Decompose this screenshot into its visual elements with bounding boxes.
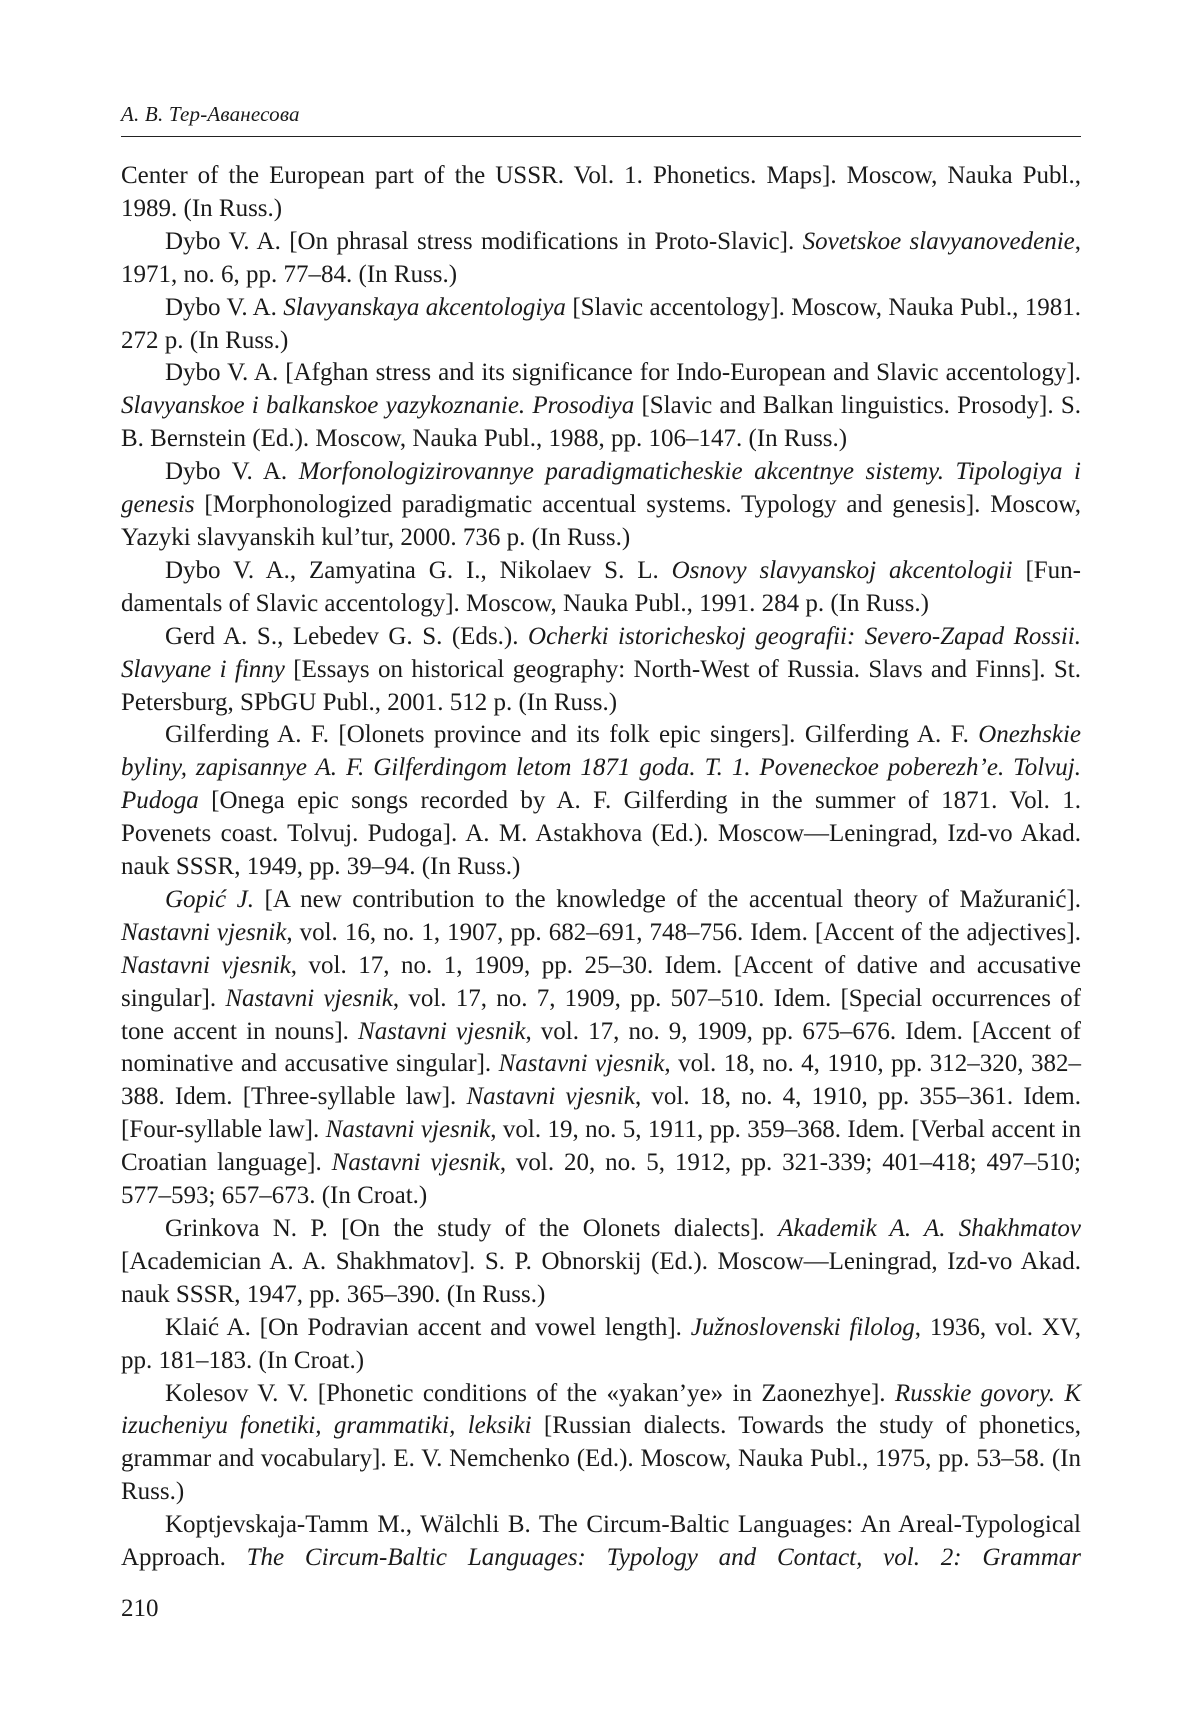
reference-title-italic: Nastavni vjesnik — [331, 1149, 500, 1177]
reference-text: Dybo V. A. — [165, 293, 284, 321]
page-number: 210 — [121, 1595, 159, 1622]
reference-text: Kolesov V. V. [Phonetic conditions of the «yakan’ye» in Zaonezhye]. — [165, 1379, 895, 1407]
reference-title-italic: Osnovy slavyanskoj akcentologii — [671, 556, 1013, 584]
reference-text: [Slavic and Balkan linguistics. Prosody]. S. B. Bernstein (Ed.). Moscow, Nauka Publ., 1988, pp. 106–147. (In Russ.) — [121, 392, 1081, 453]
reference-entry — [121, 1213, 1081, 1312]
reference-text: [Essays on historical geography: North-West of Russia. Slavs and Finns]. St. Petersburg, SPbGU Publ., 2001. 512 p. (In Russ.) — [121, 655, 1081, 716]
reference-title-italic: The Circum-Baltic Languages: Typology and Contact, vol. 2: Grammar — [246, 1544, 1081, 1572]
header-rule — [121, 136, 1081, 137]
reference-entry — [121, 292, 1081, 358]
reference-title-italic: Južnoslovenski filolog — [690, 1313, 915, 1341]
reference-text: Gilferding A. F. [Olonets province and its folk epic singers]. Gilferding A. F. — [165, 721, 979, 749]
reference-title-italic: Nastavni vjesnik — [358, 1017, 526, 1045]
reference-text: , vol. 17, no. 1, 1909, pp. 25–30. Idem. [Accent of dative and accusative singular]. — [121, 951, 1081, 1012]
reference-entry — [121, 1312, 1081, 1378]
reference-title-italic: Nastavni vjesnik — [121, 918, 287, 946]
reference-text: Dybo V. A., Zamyatina G. I., Nikolaev S. L. — [165, 556, 672, 584]
reference-title-italic: Nastavni vjesnik — [225, 984, 393, 1012]
reference-text: , vol. 18, no. 4, 1910, pp. 312–320, 382–388. Idem. [Three-syllable law]. — [121, 1050, 1081, 1111]
reference-text: [Academician A. A. Shakhmatov]. S. P. Obnorskij (Ed.). Moscow—Leningrad, Izd-vo Akad. nauk SSSR, 1947, pp. 365–390. (In Russ.) — [121, 1247, 1081, 1308]
reference-text: [Morphonologized paradigmatic accentual systems. Typology and genesis]. Moscow, Yazyki slavyanskih kul’tur, 2000. 736 p. (In Russ.) — [121, 491, 1081, 551]
reference-text: , 1971, no. 6, pp. 77–84. (In Russ.) — [121, 227, 1081, 288]
reference-title-italic: Nastavni vjesnik — [121, 951, 291, 979]
reference-entry — [121, 621, 1081, 720]
reference-entry — [121, 1509, 1081, 1575]
reference-entry — [121, 884, 1081, 1213]
reference-title-italic: Morfonologizirovannye paradigmaticheskie akcentnye sistemy. Tipologiya i genesis — [121, 458, 1081, 519]
reference-entry — [121, 1378, 1081, 1510]
reference-text: , vol. 16, no. 1, 1907, pp. 682–691, 748–756. Idem. [Accent of the adjectives]. — [286, 918, 1081, 946]
reference-text: Grinkova N. P. [On the study of the Olonets dialects]. — [165, 1215, 779, 1242]
reference-text: , vol. 17, no. 7, 1909, pp. 507–510. Idem. [Special occurrences of tone accent in nouns]. — [121, 984, 1081, 1045]
reference-text: , vol. 17, no. 9, 1909, pp. 675–676. Idem. [Accent of nominative and accusative singular]. — [121, 1017, 1081, 1078]
reference-text: , 1936, vol. XV, pp. 181–183. (In Croat.) — [121, 1313, 1081, 1374]
reference-text: [A new contribution to the knowledge of the accentual theory of Mažuranić]. — [254, 885, 1081, 913]
reference-title-italic: Ocherki istoricheskoj geografii: Severo-Zapad Rossii. Slavyane i finny — [121, 622, 1081, 683]
reference-text: Gerd A. S., Lebedev G. S. (Eds.). — [165, 622, 529, 650]
reference-title-italic: Slavyanskoe i balkanskoe yazykoznanie. Prosodiya — [121, 392, 635, 420]
reference-entry — [121, 357, 1081, 456]
reference-text: [Fundamentals of Slavic accentology]. Moscow, Nauka Publ., 1991. 284 p. (In Russ.) — [121, 556, 1081, 617]
reference-title-italic: Onezhskie byliny, zapisannye A. F. Gilferdingom letom 1871 goda. T. 1. Poveneckoe poberezh’e. Tolvuj. Pudoga — [121, 721, 1081, 815]
reference-entry — [121, 226, 1081, 292]
reference-entry — [121, 160, 1081, 226]
reference-text: , vol. 19, no. 5, 1911, pp. 359–368. Idem. [Verbal accent in Croatian language]. — [121, 1116, 1082, 1177]
reference-title-italic: Nastavni vjesnik — [325, 1116, 491, 1144]
reference-title-italic: Nastavni vjesnik — [466, 1083, 635, 1111]
reference-entry — [121, 555, 1081, 621]
reference-title-italic: Akademik A. A. Shakhmatov — [778, 1215, 1081, 1242]
reference-entry — [121, 719, 1081, 884]
reference-text: , vol. 20, no. 5, 1912, pp. 321-339; 401–418; 497–510; 577–593; 657–673. (In Croat.) — [121, 1149, 1081, 1210]
reference-title-italic: Russkie govory. K izucheniyu fonetiki, grammatiki, leksiki — [121, 1379, 1081, 1440]
reference-text: Center of the European part of the USSR. Vol. 1. Phonetics. Maps]. Moscow, Nauka Publ., 1989. (In Russ.) — [121, 162, 1081, 222]
reference-text: [Slavic accentology]. Moscow, Nauka Publ., 1981. 272 p. (In Russ.) — [121, 293, 1081, 354]
reference-text: [Onega epic songs recorded by A. F. Gilferding in the summer of 1871. Vol. 1. Povenets coast. Tolvuj. Pudoga]. A. M. Astakhova (Ed.). Moscow—Leningrad, Izd-vo Akad. nauk SSSR, 1949, pp. 39–94. (In Russ.) — [121, 787, 1081, 881]
running-header: А. В. Тер-Аванесова — [121, 102, 300, 126]
reference-title-italic: Gopić J. — [165, 885, 254, 913]
reference-list — [121, 160, 1081, 1575]
reference-text: Koptjevskaja-Tamm M., Wälchli B. The Circum-Baltic Languages: An Areal-Typological Approach. — [121, 1511, 1081, 1572]
reference-entry — [121, 456, 1081, 555]
reference-text: , vol. 18, no. 4, 1910, pp. 355–361. Idem. [Four-syllable law]. — [121, 1083, 1081, 1144]
reference-text: Dybo V. A. — [165, 458, 299, 486]
reference-title-italic: Sovetskoe slavyanovedenie — [802, 227, 1075, 255]
reference-text: Klaić A. [On Podravian accent and vowel length]. — [165, 1313, 691, 1341]
reference-title-italic: Slavyanskaya akcentologiya — [283, 293, 566, 321]
reference-text: [Russian dialects. Towards the study of phonetics, grammar and vocabulary]. E. V. Nemchenko (Ed.). Moscow, Nauka Publ., 1975, pp. 53–58. (In Russ.) — [121, 1412, 1081, 1506]
reference-text: Dybo V. A. [Afghan stress and its significance for Indo-European and Slavic accentology]. — [165, 359, 1081, 387]
reference-title-italic: Nastavni vjesnik — [498, 1050, 665, 1078]
reference-text: Dybo V. A. [On phrasal stress modifications in Proto-Slavic]. — [165, 227, 803, 255]
